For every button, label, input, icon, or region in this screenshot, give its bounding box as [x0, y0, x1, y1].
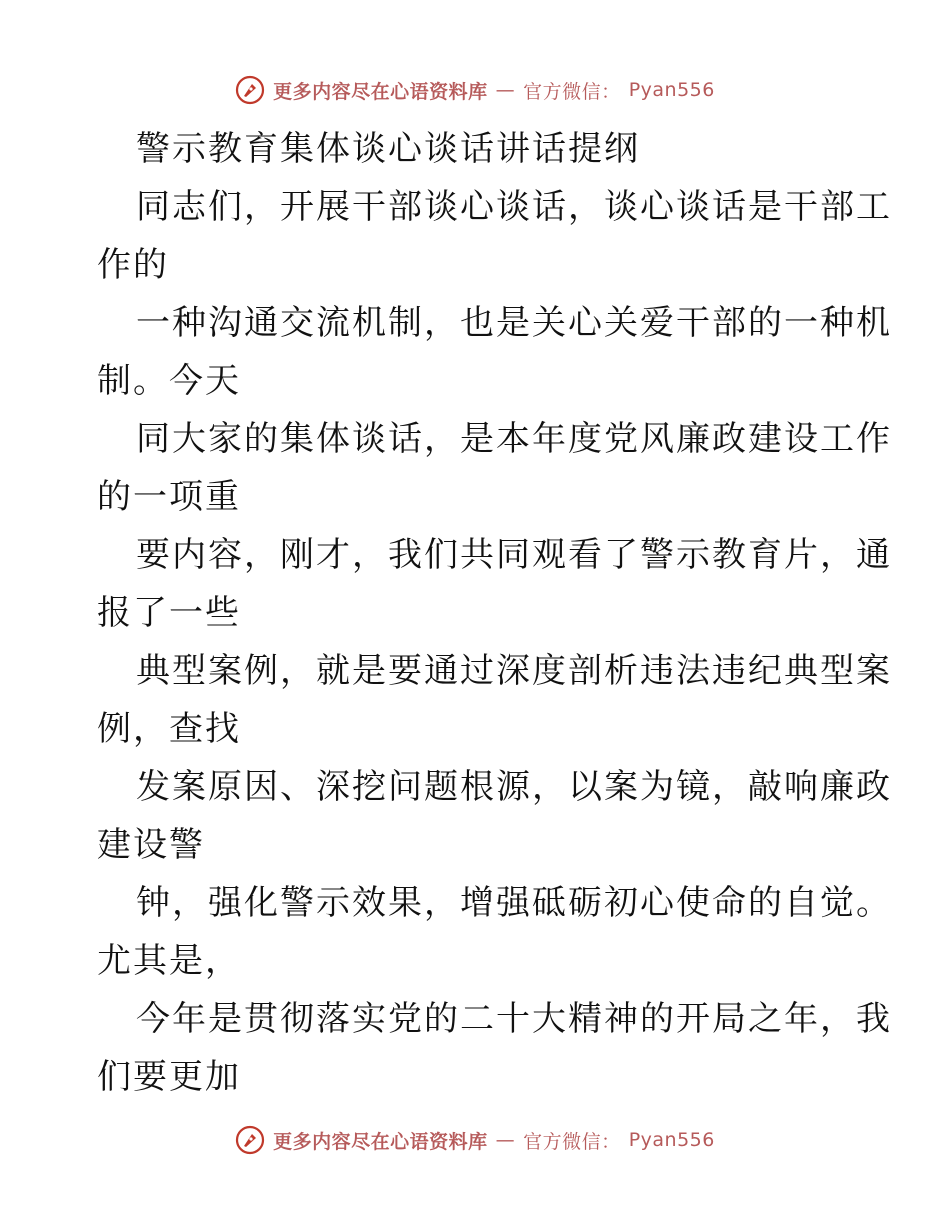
body-text-line: 同大家的集体谈话，是本年度党风廉政建设工作 [136, 419, 892, 459]
footer-watermark [0, 1120, 950, 1160]
body-text-line: 们要更加 [97, 1057, 241, 1097]
watermark-wechat-id: Pyan556 [628, 79, 715, 101]
body-text-line: 一种沟通交流机制，也是关心关爱干部的一种机 [136, 303, 892, 343]
watermark-wechat-label: 官方微信： [523, 1130, 621, 1153]
body-text-line: 报了一些 [97, 593, 241, 633]
watermark-brand: 更多内容尽在心语资料库 [273, 1130, 488, 1153]
body-text-line: 今年是贯彻落实党的二十大精神的开局之年，我 [136, 999, 892, 1039]
body-text-line: 尤其是， [97, 941, 241, 981]
body-text-line: 的一项重 [97, 477, 241, 517]
body-text-line: 建设警 [97, 825, 205, 865]
watermark-brand: 更多内容尽在心语资料库 [273, 80, 488, 103]
body-text-line: 要内容，刚才，我们共同观看了警示教育片，通 [136, 535, 892, 575]
watermark-dash: — [495, 1129, 516, 1151]
watermark-wechat-label: 官方微信： [523, 80, 621, 103]
body-text-line: 制。今天 [97, 361, 241, 401]
watermark-wechat-id: Pyan556 [628, 1129, 715, 1151]
pen-nib-icon [235, 1125, 265, 1155]
document-title: 警示教育集体谈心谈话讲话提纲 [136, 129, 640, 169]
body-text-line: 作的 [97, 245, 169, 285]
body-text-line: 发案原因、深挖问题根源，以案为镜，敲响廉政 [136, 767, 892, 807]
watermark-dash: — [495, 79, 516, 101]
document-body [97, 120, 892, 1106]
header-watermark [0, 70, 950, 110]
pen-nib-icon [235, 75, 265, 105]
body-text-line: 同志们，开展干部谈心谈话，谈心谈话是干部工 [136, 187, 892, 227]
body-text-line: 典型案例，就是要通过深度剖析违法违纪典型案 [136, 651, 892, 691]
body-text-line: 钟，强化警示效果，增强砥砺初心使命的自觉。 [136, 883, 892, 923]
body-text-line: 例，查找 [97, 709, 241, 749]
